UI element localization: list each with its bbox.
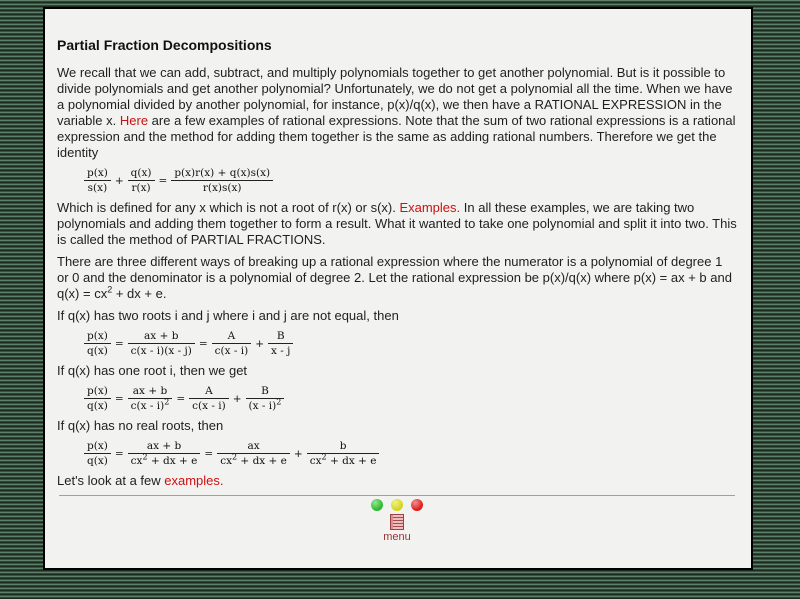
paragraph-examples: Which is defined for any x which is not a root of r(x) or s(x). Examples. In all these examples, we are taking two polynomials and adding them together to form a result. What it wanted to take one polynomial and split it into two. This is called the method of PARTIAL FRACTIONS. xyxy=(57,200,737,247)
nav-ball-red[interactable] xyxy=(411,499,423,511)
closing-line: Let's look at a few examples. xyxy=(57,473,224,488)
case-no-real-roots-intro: If q(x) has no real roots, then xyxy=(57,418,224,433)
examples-link[interactable]: Examples. xyxy=(399,200,461,215)
here-link[interactable]: Here xyxy=(119,113,149,128)
menu-link[interactable] xyxy=(57,514,737,543)
menu-label[interactable]: menu xyxy=(383,531,411,543)
closing-examples-link[interactable]: examples. xyxy=(164,473,224,488)
nav-balls xyxy=(57,499,737,512)
formula-identity: $\frac{p(x)}{s(x)}$ + $\frac{q(x)}{r(x)}$ = $\frac{p(x)r(x) + q(x)s(x)}{r(x)s(x)}$ xyxy=(83,167,737,194)
content-panel xyxy=(43,7,753,570)
nav-ball-green[interactable] xyxy=(371,499,383,511)
paragraph-intro: We recall that we can add, subtract, and multiply polynomials together to get another polynomial. But is it possible to divide polynomials and get another polynomial? Unfortunately, we do not get a polynomial all the time. When we have a polynomial divided by another polynomial, for instance, p(x)/q(x), we then have a RATIONAL EXPRESSION in the variable x. Here are a few examples of rational expressions. Note that the sum of two rational expressions is a rational expression and the method for adding them together is the same as adding rational numbers. Therefore we get the identity xyxy=(57,65,736,160)
page-title: Partial Fraction Decompositions xyxy=(57,37,272,53)
formula-one-root: $\frac{p(x)}{q(x)}$ = $\frac{ax + b}{c(x - i)^2}$ = $\frac{A}{c(x - i)}$ + $\frac{B}{(x - i)^2}$ xyxy=(83,385,737,412)
paragraph-three-ways: There are three different ways of breaking up a rational expression where the numerator is a polynomial of degree 1 or 0 and the denominator is a polynomial of degree 2. Let the rational expression be p(x)/q(x) where p(x) = ax + b and $q(x) = cx^2$ + dx + e. xyxy=(57,254,732,301)
formula-no-real-roots: $\frac{p(x)}{q(x)}$ = $\frac{ax + b}{cx^2 + dx + e}$ = $\frac{ax}{cx^2 + dx + e}$ + $\frac{b}{cx^2 + dx + e}$ xyxy=(83,440,737,467)
footer-divider xyxy=(59,495,735,496)
footer-nav xyxy=(57,499,737,543)
case-two-roots-intro: If q(x) has two roots i and j where i and j are not equal, then xyxy=(57,308,399,323)
case-one-root-intro: If q(x) has one root i, then we get xyxy=(57,363,248,378)
nav-ball-yellow[interactable] xyxy=(391,499,403,511)
formula-two-roots: $\frac{p(x)}{q(x)}$ = $\frac{ax + b}{c(x - i)(x - j)}$ = $\frac{A}{c(x - i)}$ + $\frac{B}{x - j}$ xyxy=(83,330,737,357)
menu-icon[interactable] xyxy=(390,514,404,530)
